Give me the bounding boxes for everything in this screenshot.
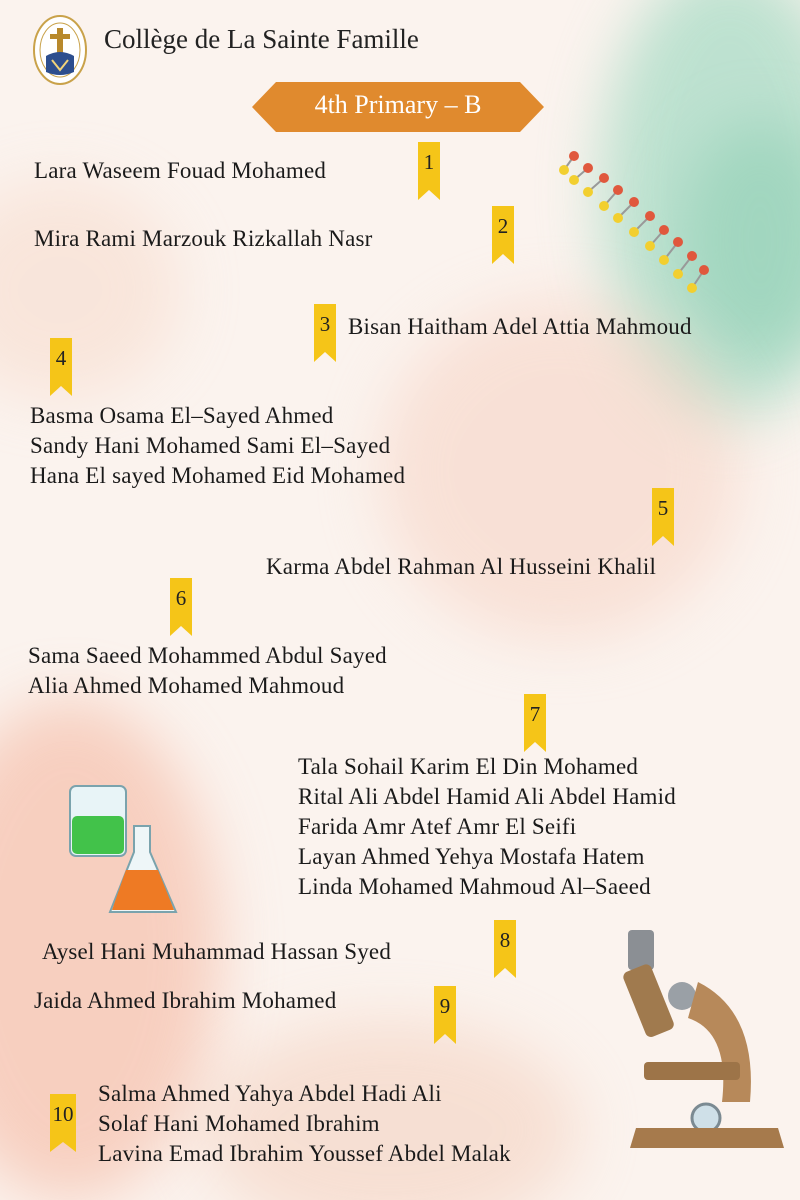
student-name: Hana El sayed Mohamed Eid Mohamed [30, 463, 406, 488]
student-name: Karma Abdel Rahman Al Husseini Khalil [266, 554, 657, 579]
rank-ribbon-5 [652, 488, 674, 546]
rank-number: 6 [175, 586, 187, 610]
rank-ribbon-6 [170, 578, 192, 636]
rank-ribbon-1 [418, 142, 440, 200]
rank-number: 5 [657, 496, 669, 520]
student-name: Tala Sohail Karim El Din Mohamed [298, 754, 639, 779]
school-logo [32, 14, 88, 86]
rank-number: 10 [52, 1102, 74, 1126]
student-name: Aysel Hani Muhammad Hassan Syed [42, 939, 392, 964]
student-name: Mira Rami Marzouk Rizkallah Nasr [34, 226, 373, 251]
school-name: Collège de La Sainte Famille [104, 24, 419, 54]
rank-number: 2 [497, 214, 509, 238]
rank-ribbon-8 [494, 920, 516, 978]
rank-ribbon-7 [524, 694, 546, 752]
rank-ribbon-2 [492, 206, 514, 264]
student-name: Farida Amr Atef Amr El Seifi [298, 814, 577, 839]
rank-number: 8 [499, 928, 511, 952]
student-name: Basma Osama El–Sayed Ahmed [30, 403, 334, 428]
rank-ribbon-10 [50, 1094, 76, 1152]
student-name: Rital Ali Abdel Hamid Ali Abdel Hamid [298, 784, 676, 809]
student-name: Linda Mohamed Mahmoud Al–Saeed [298, 874, 651, 899]
student-name: Bisan Haitham Adel Attia Mahmoud [348, 314, 692, 339]
rank-ribbon-4 [50, 338, 72, 396]
student-name: Layan Ahmed Yehya Mostafa Hatem [298, 844, 645, 869]
student-name: Lara Waseem Fouad Mohamed [34, 158, 327, 183]
student-name: Alia Ahmed Mohamed Mahmoud [28, 673, 345, 698]
student-name: Sama Saeed Mohammed Abdul Sayed [28, 643, 387, 668]
student-name: Jaida Ahmed Ibrahim Mohamed [34, 988, 337, 1013]
dna-illustration [552, 138, 724, 306]
student-name: Sandy Hani Mohamed Sami El–Sayed [30, 433, 391, 458]
class-title: 4th Primary – B [314, 90, 482, 119]
student-name: Salma Ahmed Yahya Abdel Hadi Ali [98, 1081, 442, 1106]
rank-number: 4 [55, 346, 67, 370]
rank-number: 9 [439, 994, 451, 1018]
microscope-illustration [618, 922, 790, 1154]
rank-number: 3 [319, 312, 331, 336]
student-name: Solaf Hani Mohamed Ibrahim [98, 1111, 380, 1136]
class-banner [252, 82, 544, 132]
rank-ribbon-3 [314, 304, 336, 362]
beakers-illustration [62, 772, 182, 922]
rank-number: 1 [423, 150, 435, 174]
rank-number: 7 [529, 702, 541, 726]
student-name: Lavina Emad Ibrahim Youssef Abdel Malak [98, 1141, 511, 1166]
rank-ribbon-9 [434, 986, 456, 1044]
